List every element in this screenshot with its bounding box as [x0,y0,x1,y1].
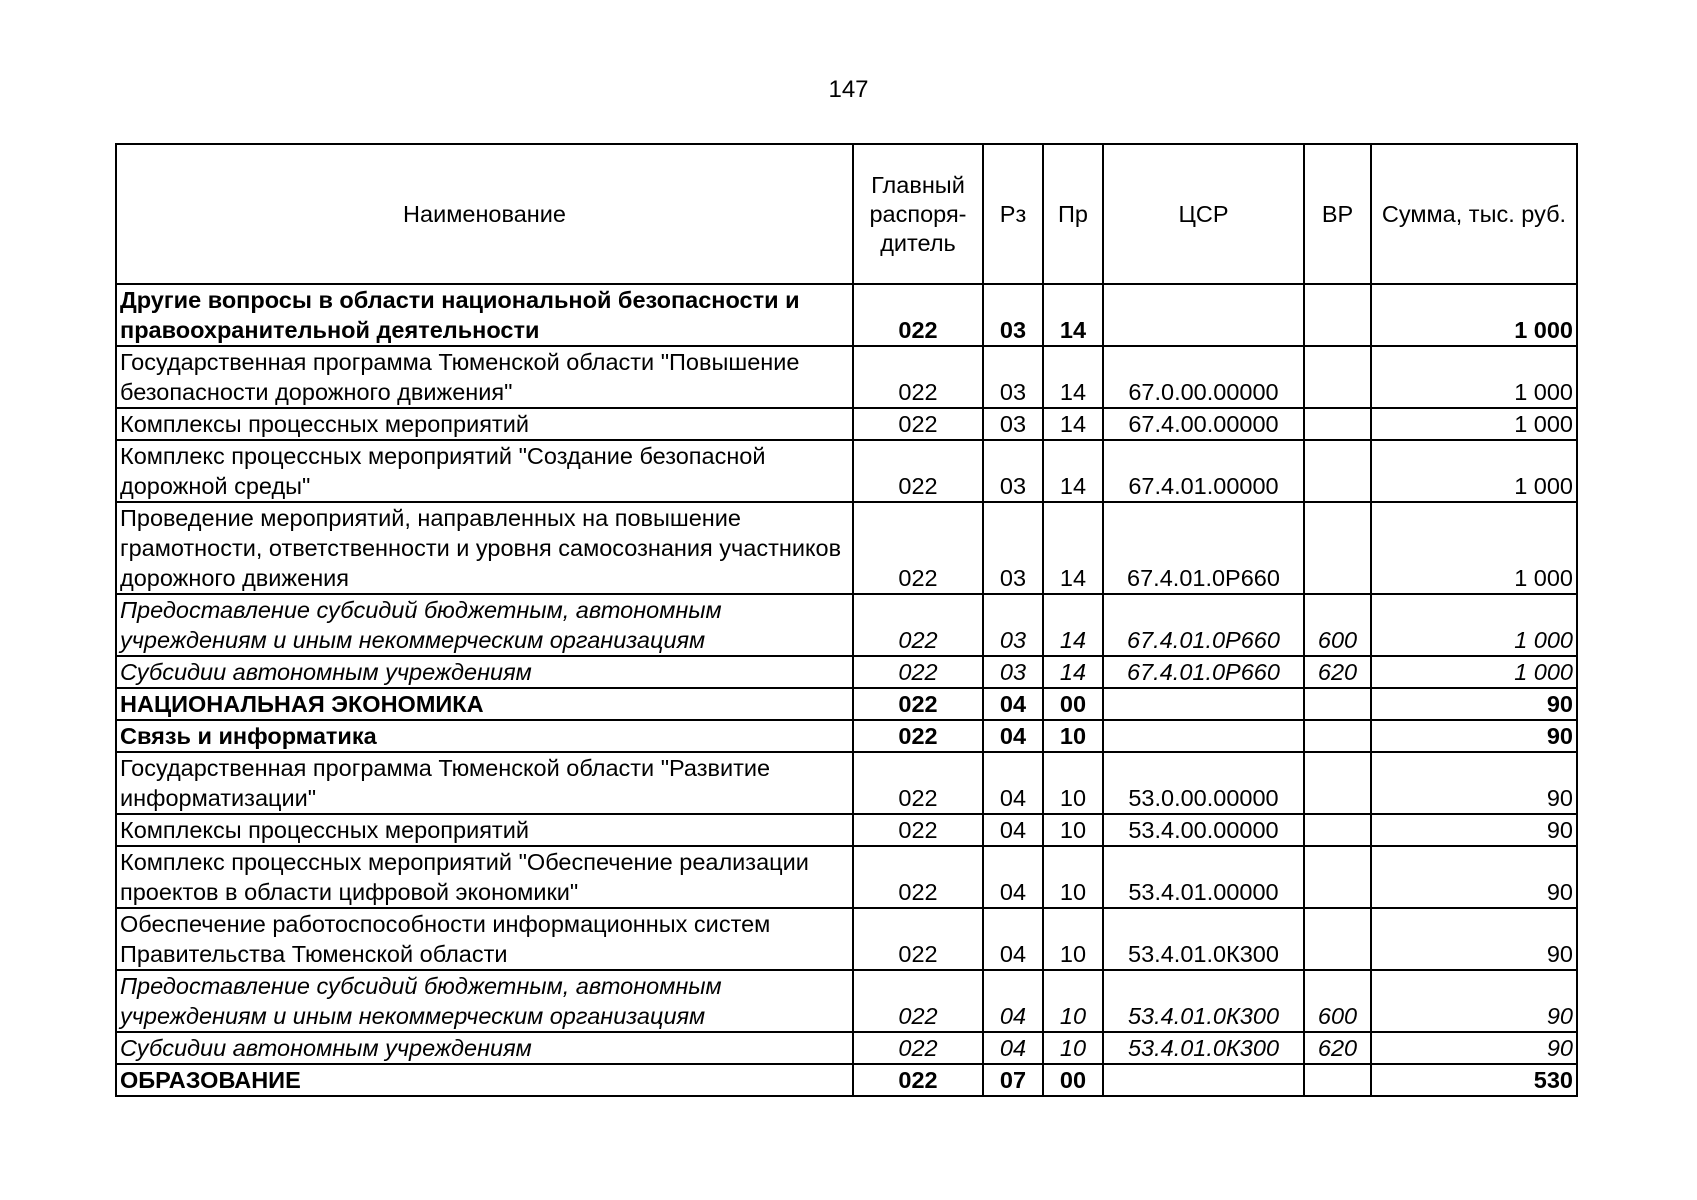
cell-csr: 53.0.00.00000 [1103,752,1304,814]
cell-csr: 67.4.01.00000 [1103,440,1304,502]
table-row [116,908,1577,970]
cell-vr [1304,688,1371,720]
cell-rz: 04 [983,688,1043,720]
cell-vr [1304,502,1371,594]
page-number: 147 [828,76,869,103]
cell-main-manager: 022 [853,346,983,408]
cell-sum: 90 [1371,908,1577,970]
cell-name: Государственная программа Тюменской области "Повышение безопасности дорожного движения" [116,346,853,408]
cell-main-manager: 022 [853,688,983,720]
cell-main-manager: 022 [853,594,983,656]
cell-vr [1304,440,1371,502]
table-row [116,752,1577,814]
table-row [116,440,1577,502]
cell-rz: 04 [983,1032,1043,1064]
cell-main-manager: 022 [853,846,983,908]
cell-rz: 04 [983,908,1043,970]
cell-sum: 90 [1371,752,1577,814]
header-vr: ВР [1304,144,1371,284]
cell-vr [1304,346,1371,408]
cell-main-manager: 022 [853,814,983,846]
table-row [116,594,1577,656]
cell-vr [1304,846,1371,908]
cell-name: Комплекс процессных мероприятий "Создание безопасной дорожной среды" [116,440,853,502]
table-row [116,502,1577,594]
cell-sum: 1 000 [1371,284,1577,346]
cell-csr: 53.4.01.00000 [1103,846,1304,908]
cell-rz: 03 [983,502,1043,594]
header-csr: ЦСР [1103,144,1304,284]
cell-vr [1304,284,1371,346]
cell-pr: 14 [1043,346,1103,408]
cell-main-manager: 022 [853,656,983,688]
cell-sum: 90 [1371,970,1577,1032]
cell-sum: 1 000 [1371,502,1577,594]
cell-name: Субсидии автономным учреждениям [116,1032,853,1064]
cell-rz: 04 [983,970,1043,1032]
cell-main-manager: 022 [853,284,983,346]
table-row [116,814,1577,846]
cell-vr [1304,720,1371,752]
cell-sum: 90 [1371,846,1577,908]
cell-pr: 10 [1043,720,1103,752]
cell-name: Другие вопросы в области национальной безопасности и правоохранительной деятельности [116,284,853,346]
cell-name: ОБРАЗОВАНИЕ [116,1064,853,1096]
cell-csr [1103,720,1304,752]
cell-rz: 03 [983,594,1043,656]
cell-csr: 67.0.00.00000 [1103,346,1304,408]
header-rz: Рз [983,144,1043,284]
table-row [116,720,1577,752]
table-row [116,1032,1577,1064]
table-row [116,284,1577,346]
cell-vr [1304,814,1371,846]
cell-pr: 14 [1043,440,1103,502]
cell-pr: 14 [1043,594,1103,656]
cell-pr: 00 [1043,1064,1103,1096]
cell-csr [1103,1064,1304,1096]
cell-main-manager: 022 [853,908,983,970]
cell-sum: 90 [1371,720,1577,752]
cell-rz: 03 [983,408,1043,440]
cell-main-manager: 022 [853,440,983,502]
cell-name: Комплекс процессных мероприятий "Обеспечение реализации проектов в области цифровой экономики" [116,846,853,908]
cell-main-manager: 022 [853,1064,983,1096]
cell-main-manager: 022 [853,970,983,1032]
cell-pr: 10 [1043,1032,1103,1064]
budget-table [115,143,1578,1097]
cell-name: Предоставление субсидий бюджетным, автономным учреждениям и иным некоммерческим организациям [116,594,853,656]
cell-rz: 03 [983,284,1043,346]
cell-main-manager: 022 [853,408,983,440]
cell-sum: 530 [1371,1064,1577,1096]
table-row [116,688,1577,720]
cell-sum: 1 000 [1371,656,1577,688]
header-main-manager: Главный распоря-дитель [853,144,983,284]
cell-csr [1103,284,1304,346]
cell-rz: 03 [983,440,1043,502]
cell-rz: 03 [983,346,1043,408]
cell-pr: 10 [1043,970,1103,1032]
table-row [116,346,1577,408]
cell-pr: 14 [1043,408,1103,440]
cell-rz: 04 [983,846,1043,908]
cell-csr: 53.4.01.0К300 [1103,970,1304,1032]
cell-sum: 90 [1371,1032,1577,1064]
table-row [116,656,1577,688]
cell-csr: 53.4.01.0К300 [1103,908,1304,970]
cell-pr: 10 [1043,908,1103,970]
table-body [116,284,1577,1096]
cell-name: Связь и информатика [116,720,853,752]
cell-pr: 00 [1043,688,1103,720]
cell-name: Комплексы процессных мероприятий [116,408,853,440]
cell-rz: 03 [983,656,1043,688]
table-row [116,408,1577,440]
cell-main-manager: 022 [853,752,983,814]
cell-csr: 67.4.01.0Р660 [1103,656,1304,688]
cell-csr: 67.4.00.00000 [1103,408,1304,440]
table-row [116,846,1577,908]
cell-csr [1103,688,1304,720]
cell-name: Субсидии автономным учреждениям [116,656,853,688]
cell-vr [1304,408,1371,440]
header-row [116,144,1577,284]
header-pr: Пр [1043,144,1103,284]
cell-rz: 04 [983,720,1043,752]
cell-vr: 600 [1304,970,1371,1032]
cell-vr [1304,908,1371,970]
table-row [116,970,1577,1032]
cell-main-manager: 022 [853,1032,983,1064]
cell-pr: 10 [1043,752,1103,814]
table-header [116,144,1577,284]
cell-rz: 04 [983,752,1043,814]
cell-csr: 67.4.01.0Р660 [1103,502,1304,594]
cell-name: Обеспечение работоспособности информационных систем Правительства Тюменской области [116,908,853,970]
cell-vr [1304,1064,1371,1096]
cell-name: Комплексы процессных мероприятий [116,814,853,846]
cell-sum: 90 [1371,688,1577,720]
cell-sum: 1 000 [1371,408,1577,440]
cell-name: Проведение мероприятий, направленных на повышение грамотности, ответственности и уровня самосознания участников дорожного движения [116,502,853,594]
cell-vr: 600 [1304,594,1371,656]
cell-pr: 10 [1043,814,1103,846]
cell-csr: 53.4.00.00000 [1103,814,1304,846]
cell-csr: 53.4.01.0К300 [1103,1032,1304,1064]
cell-name: Государственная программа Тюменской области "Развитие информатизации" [116,752,853,814]
cell-sum: 1 000 [1371,346,1577,408]
cell-csr: 67.4.01.0Р660 [1103,594,1304,656]
cell-sum: 1 000 [1371,440,1577,502]
cell-name: Предоставление субсидий бюджетным, автономным учреждениям и иным некоммерческим организациям [116,970,853,1032]
cell-pr: 14 [1043,656,1103,688]
cell-vr: 620 [1304,656,1371,688]
cell-sum: 1 000 [1371,594,1577,656]
cell-vr [1304,752,1371,814]
cell-pr: 14 [1043,284,1103,346]
cell-vr: 620 [1304,1032,1371,1064]
cell-name: НАЦИОНАЛЬНАЯ ЭКОНОМИКА [116,688,853,720]
header-sum: Сумма, тыс. руб. [1371,144,1577,284]
cell-pr: 10 [1043,846,1103,908]
cell-main-manager: 022 [853,502,983,594]
header-name: Наименование [116,144,853,284]
cell-rz: 04 [983,814,1043,846]
cell-rz: 07 [983,1064,1043,1096]
cell-pr: 14 [1043,502,1103,594]
table-row [116,1064,1577,1096]
cell-sum: 90 [1371,814,1577,846]
cell-main-manager: 022 [853,720,983,752]
